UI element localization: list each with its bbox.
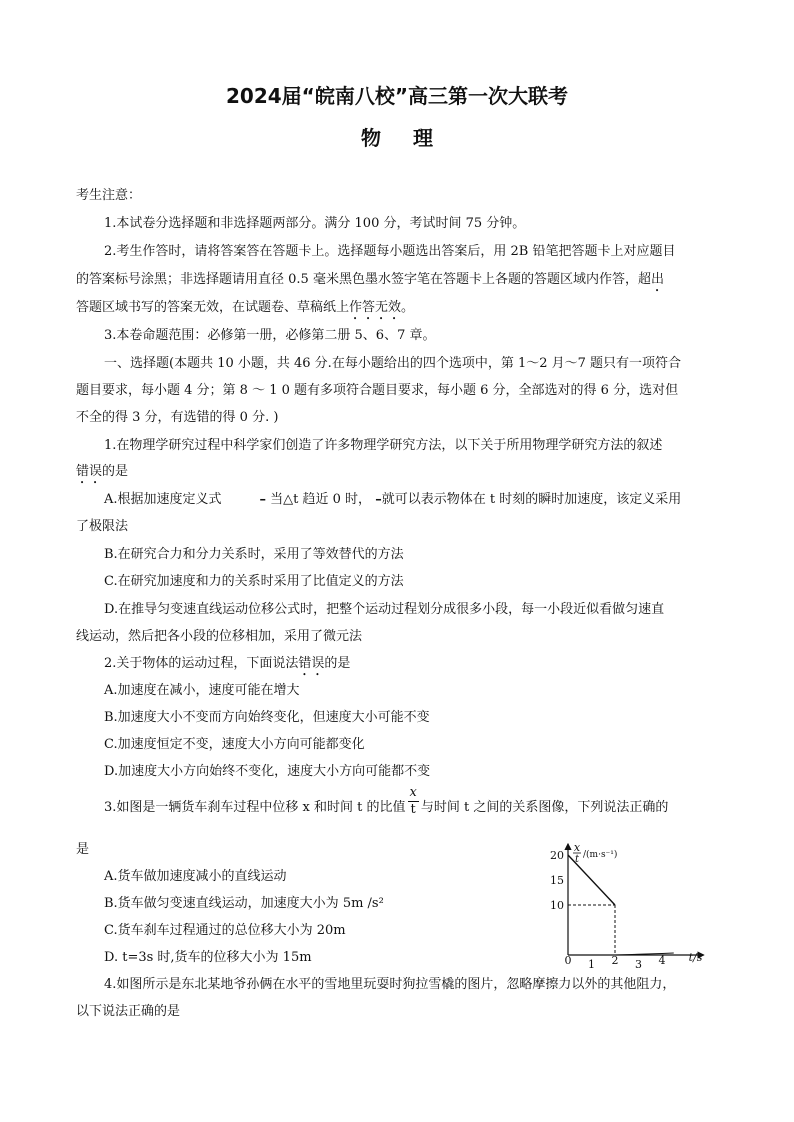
q1-option-a [104,490,681,510]
notice-item-1: 1.本试卷分选择题和非选择题两部分。满分 100 分，考试时间 75 分钟。 [104,216,526,231]
q3-stem-line-1 [104,785,669,818]
notice-item-2-line-3 [76,298,414,323]
q1-stem-line-1: 1.在物理学研究过程中科学家们创造了许多物理学研究方法，以下关于所用物理学研究方法的叙述 [104,438,663,453]
section-1-instructions-line-3: 不全的得 3 分，有选错的得 0 分. ) [76,410,279,425]
x-axis-label: t/s [688,951,703,964]
y-tick-label: 20 [550,849,564,862]
x-tick-label: 1 [588,958,595,971]
q3-stem-text: 3.如图是一辆货车刹车过程中位移 x 和时间 t 的比值 [104,800,406,815]
subject-title: 物理 [361,126,465,150]
emphasis-text: 作答无效 [349,300,402,315]
notice-heading: 考生注意： [76,188,142,203]
notice-item-2-line-1: 2.考生作答时，请将答案答在答题卡上。选择题每小题选出答案后，用 2B 铅笔把答题卡上对应题目 [104,244,676,259]
q3-option-b: B.货车做匀变速直线运动，加速度大小为 5m /s² [104,896,384,911]
x-over-t-graph [540,840,715,978]
section-1-instructions-line-1: 一、选择题(本题共 10 小题，共 46 分.在每小题给出的四个选项中，第 1～2 月～7 题只有一项符合 [104,356,682,371]
q3-stem-text-2: 与时间 t 之间的关系图像，下列说法正确的 [420,800,669,815]
q1-option-a-text-2: 当△t 趋近 0 时， [270,492,372,507]
x-tick-label: 0 [564,954,572,967]
y-axis-label-denominator: t [574,854,580,865]
q1-option-a-text-1: A.根据加速度定义式 [104,492,222,507]
q3-option-d: D. t=3s 时,货车的位移大小为 15m [104,950,312,965]
q2-option-a: A.加速度在减小，速度可能在增大 [104,683,300,698]
notice-item-2-line-3-text: 答题区域书写的答案无效，在试题卷、草稿纸上 [76,300,350,315]
q1-option-d-line-1: D.在推导匀变速直线运动位移公式时，把整个运动过程划分成很多小段，每一小段近似看做匀速直 [104,602,665,617]
emphasis-text: 错误 [76,464,103,479]
q1-stem-line-2 [76,462,128,487]
y-axis-label-numerator: x [573,841,581,854]
q2-option-c: C.加速度恒定不变，速度大小方向可能都变化 [104,737,365,752]
emphasis-text: 错误 [298,656,325,671]
exam-title: 2024届“皖南八校”高三第一次大联考 [226,84,568,108]
q1-option-a-line-2: 了极限法 [76,519,129,534]
q2-stem-end: 的是 [324,656,351,671]
y-axis-unit: /(m·s⁻¹) [583,850,618,860]
formula-dash: – [259,492,267,507]
q1-option-a-text-3: 就可以表示物体在 t 时刻的瞬时加速度，该定义采用 [381,492,682,507]
q1-option-b: B.在研究合力和分力关系时，采用了等效替代的方法 [104,547,404,562]
q3-option-a: A.货车做加速度减小的直线运动 [104,869,287,884]
section-1-instructions-line-2: 题目要求，每小题 4 分；第 8 ～ 1 0 题有多项符合题目要求，每小题 6 分，全部选对的得 6 分，选对但 [76,383,679,398]
y-tick-label: 15 [550,874,564,887]
x-tick-label: 2 [611,954,619,967]
notice-item-2-line-2 [76,270,664,295]
notice-item-3: 3.本卷命题范围：必修第一册，必修第二册 5、6、7 章。 [104,328,436,343]
q2-option-d: D.加速度大小方向始终不变化，速度大小方向可能都不变 [104,764,431,779]
x-over-t-fraction [408,785,419,818]
notice-item-2-line-2-text: 的答案标号涂黑；非选择题请用直径 0.5 毫米黑色墨水签字笔在答题卡上各题的答题区域内作答，超 [76,272,651,287]
q2-stem-text: 2.关于物体的运动过程，下面说法 [104,656,299,671]
q1-stem-end: 的是 [102,464,129,479]
q2-option-b: B.加速度大小不变而方向始终变化，但速度大小可能不变 [104,710,430,725]
q2-stem [104,654,350,679]
q4-stem-line-1: 4.如图所示是东北某地爷孙俩在水平的雪地里玩耍时狗拉雪橇的图片，忽略摩擦力以外的其他阻力， [104,977,676,992]
y-tick-label: 10 [550,899,564,912]
q4-stem-line-2: 以下说法正确的是 [76,1004,181,1019]
x-tick-label: 4 [658,954,666,967]
fraction-denominator: t [410,802,416,817]
formula-dash: – [375,492,382,507]
q3-stem-line-2: 是 [76,842,90,857]
notice-item-2-line-3-end: 。 [401,300,415,315]
emphasis-text: 出 [650,272,664,287]
q3-option-c: C.货车刹车过程通过的总位移大小为 20m [104,923,346,938]
q1-option-d-line-2: 线运动，然后把各小段的位移相加，采用了微元法 [76,629,363,644]
x-tick-label: 3 [635,958,642,971]
fraction-numerator: x [409,785,417,800]
q1-option-c: C.在研究加速度和力的关系时采用了比值定义的方法 [104,574,404,589]
